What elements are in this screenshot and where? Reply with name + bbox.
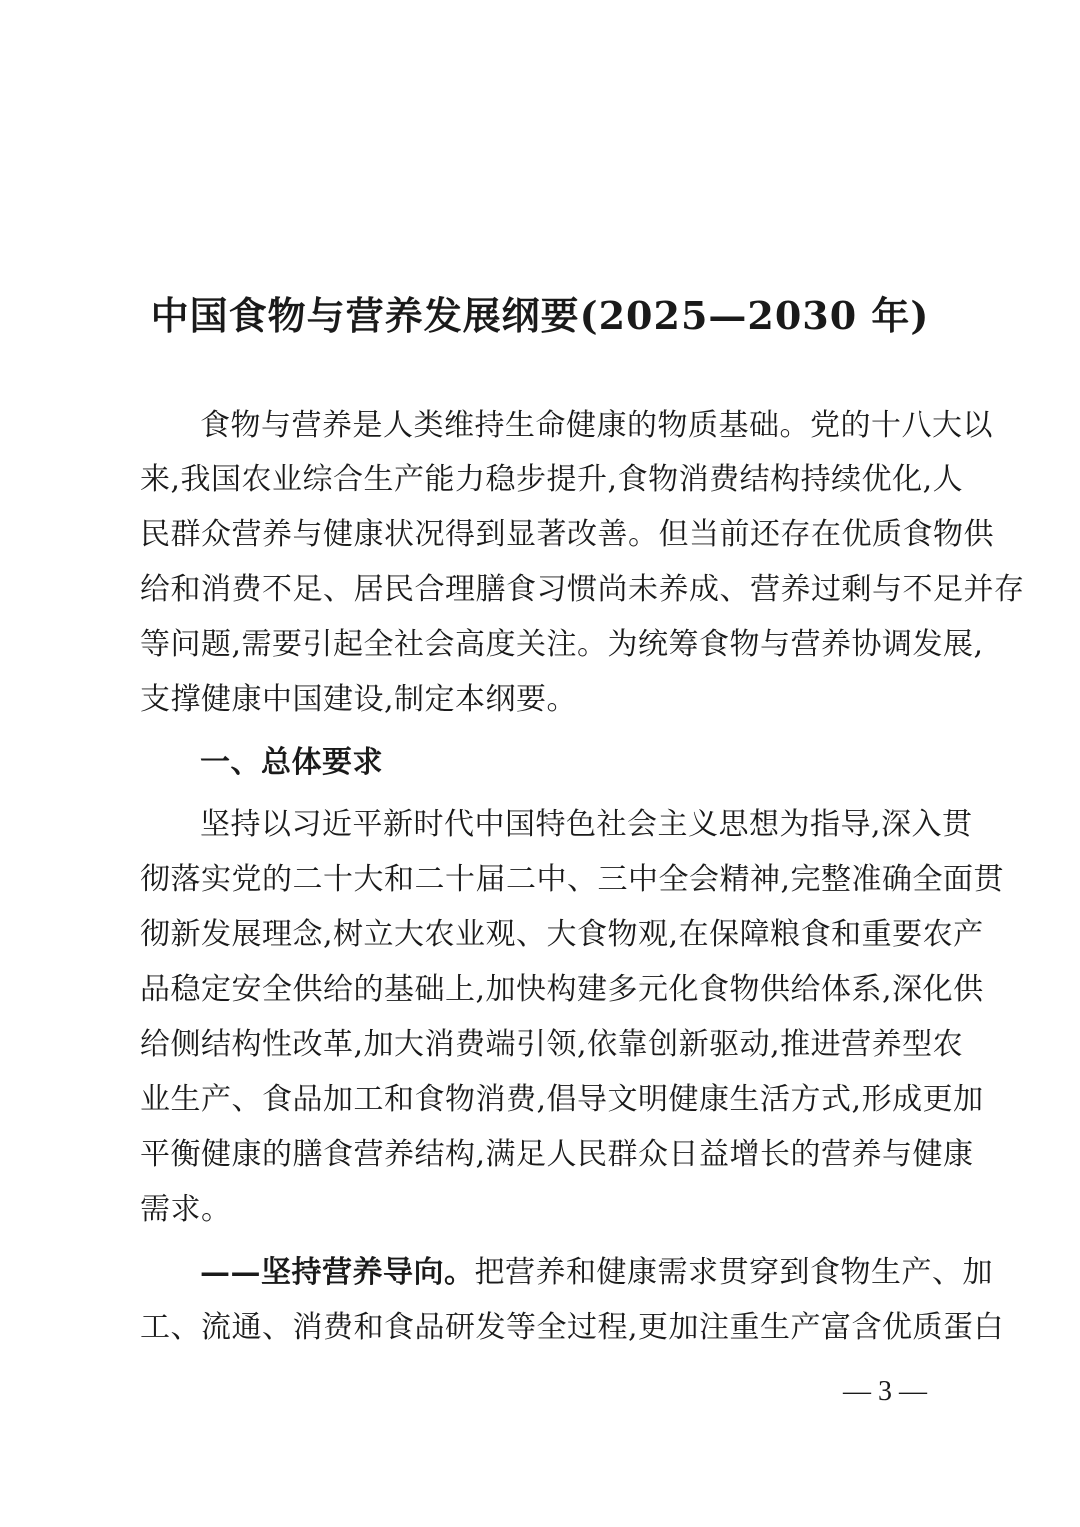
principle-line-2: 工、流通、消费和食品研发等全过程,更加注重生产富含优质蛋白 [140,1310,1005,1345]
intro-line-6: 支撑健康中国建设,制定本纲要。 [140,682,578,717]
intro-line-1: 食物与营养是人类维持生命健康的物质基础。党的十八大以 [200,408,993,443]
section-line-1: 坚持以习近平新时代中国特色社会主义思想为指导,深入贯 [200,807,973,842]
page-number: — 3 — [843,1376,927,1407]
intro-line-5: 等问题,需要引起全社会高度关注。为统筹食物与营养协调发展, [140,627,984,662]
principle-text: 把营养和健康需求贯穿到食物生产、加 [474,1255,993,1290]
intro-line-4: 给和消费不足、居民合理膳食习惯尚未养成、营养过剩与不足并存 [140,572,1025,607]
principle-line-1 [200,1253,993,1293]
intro-line-3: 民群众营养与健康状况得到显著改善。但当前还存在优质食物供 [140,517,994,552]
document-title: 中国食物与营养发展纲要(2025—2030 年) [150,293,930,338]
section-line-5: 给侧结构性改革,加大消费端引领,依靠创新驱动,推进营养型农 [140,1027,964,1062]
section-heading: 一、总体要求 [200,745,383,780]
section-line-4: 品稳定安全供给的基础上,加快构建多元化食物供给体系,深化供 [140,972,984,1007]
intro-line-2: 来,我国农业综合生产能力稳步提升,食物消费结构持续优化,人 [140,462,964,497]
principle-lead: ——坚持营养导向。 [200,1255,475,1290]
section-line-2: 彻落实党的二十大和二十届二中、三中全会精神,完整准确全面贯 [140,862,1005,897]
section-line-6: 业生产、食品加工和食物消费,倡导文明健康生活方式,形成更加 [140,1082,984,1117]
section-line-8: 需求。 [140,1192,232,1227]
section-line-7: 平衡健康的膳食营养结构,满足人民群众日益增长的营养与健康 [140,1137,974,1172]
section-line-3: 彻新发展理念,树立大农业观、大食物观,在保障粮食和重要农产 [140,917,984,952]
